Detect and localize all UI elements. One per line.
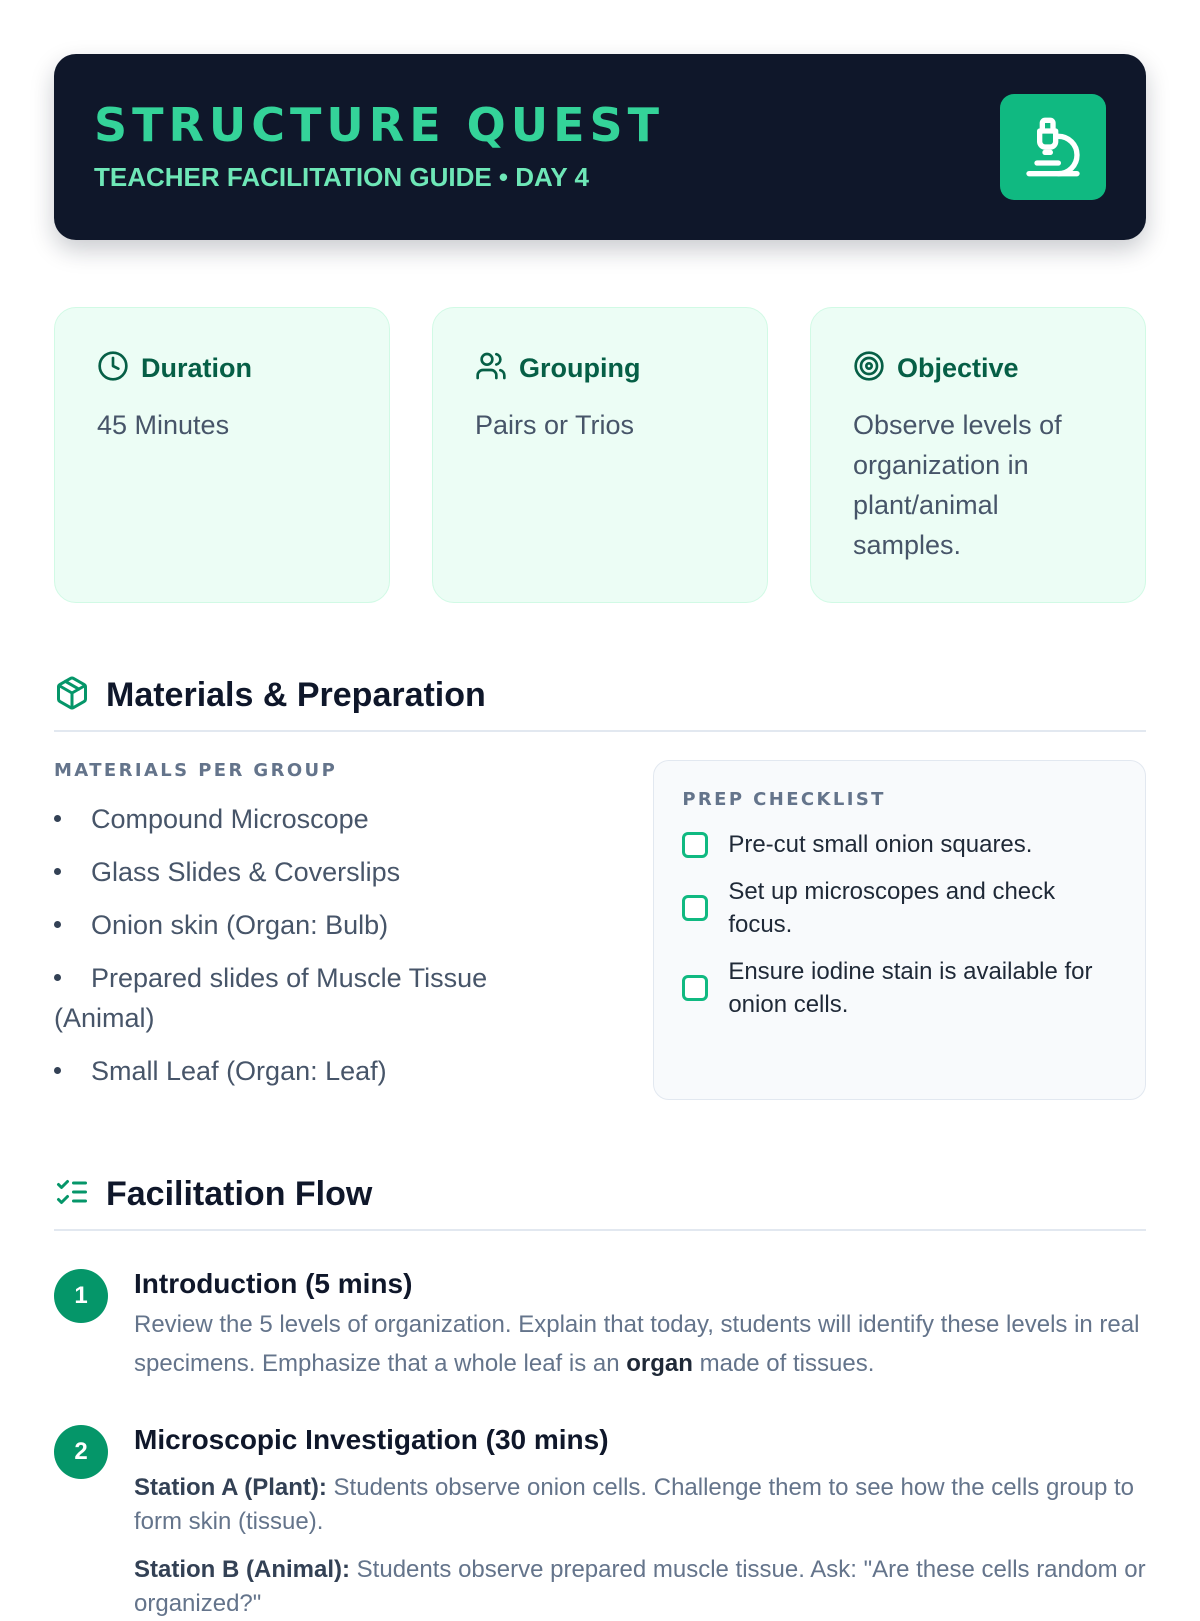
list-item: Onion skin (Organ: Bulb) [54, 905, 583, 945]
checkbox[interactable] [682, 975, 708, 1001]
grouping-value: Pairs or Trios [475, 410, 635, 440]
objective-card [810, 307, 1146, 603]
duration-card [54, 307, 390, 603]
checkbox[interactable] [682, 895, 708, 921]
info-cards [54, 307, 1146, 603]
page-subtitle: TEACHER FACILITATION GUIDE • DAY 4 [94, 162, 589, 192]
materials-section [54, 675, 1146, 1104]
grouping-label: Grouping [519, 353, 641, 383]
clock-icon [97, 350, 129, 387]
step-title: Introduction (5 mins) [134, 1268, 413, 1299]
materials-header [54, 675, 1146, 732]
facilitation-section [54, 1174, 1146, 1621]
list-item: Small Leaf (Organ: Leaf) [54, 1051, 583, 1091]
step-description: Review the 5 levels of organization. Explain that today, students will identify these levels in real specimens. Emphasize that a whole leaf is an organ made of tissues. [134, 1311, 1140, 1377]
checklist-item: Pre-cut small onion squares. [682, 828, 1119, 861]
step-item [54, 1267, 1146, 1383]
page-title: STRUCTURE QUEST [94, 98, 665, 152]
list-checks-icon [54, 1174, 90, 1215]
list-item: Glass Slides & Coverslips [54, 852, 583, 892]
list-item: Prepared slides of Muscle Tissue (Animal) [54, 958, 583, 1038]
prep-checklist-panel [653, 760, 1146, 1100]
package-icon [54, 675, 90, 716]
list-item: Compound Microscope [54, 799, 583, 839]
materials-list-panel [54, 760, 583, 1104]
checkbox[interactable] [682, 832, 708, 858]
step-list [54, 1267, 1146, 1621]
page-header [54, 54, 1146, 240]
grouping-card [432, 307, 768, 603]
facilitation-title: Facilitation Flow [106, 1175, 373, 1213]
checklist-item: Ensure iodine stain is available for onion cells. [682, 955, 1119, 1021]
users-icon [475, 350, 507, 387]
materials-list [54, 799, 583, 1091]
prep-checklist-heading: PREP CHECKLIST [682, 789, 886, 810]
target-icon [853, 350, 885, 387]
objective-label: Objective [897, 353, 1019, 383]
station-a-text: Station A (Plant): Students observe onion cells. Challenge them to see how the cells group to form skin (tissue). [134, 1474, 1135, 1535]
step-title: Microscopic Investigation (30 mins) [134, 1424, 609, 1455]
checklist-item: Set up microscopes and check focus. [682, 875, 1119, 941]
step-item [54, 1423, 1146, 1621]
materials-list-heading: MATERIALS PER GROUP [54, 760, 338, 781]
objective-value: Observe levels of organization in plant/animal samples. [853, 410, 1062, 560]
duration-value: 45 Minutes [97, 410, 230, 440]
step-number-badge: 2 [54, 1425, 108, 1479]
step-number-badge: 1 [54, 1269, 108, 1323]
facilitation-header [54, 1174, 1146, 1231]
station-b-text: Station B (Animal): Students observe prepared muscle tissue. Ask: "Are these cells random or organized?" [134, 1556, 1146, 1617]
materials-title: Materials & Preparation [106, 676, 486, 714]
duration-label: Duration [141, 353, 252, 383]
microscope-icon [1000, 94, 1106, 200]
